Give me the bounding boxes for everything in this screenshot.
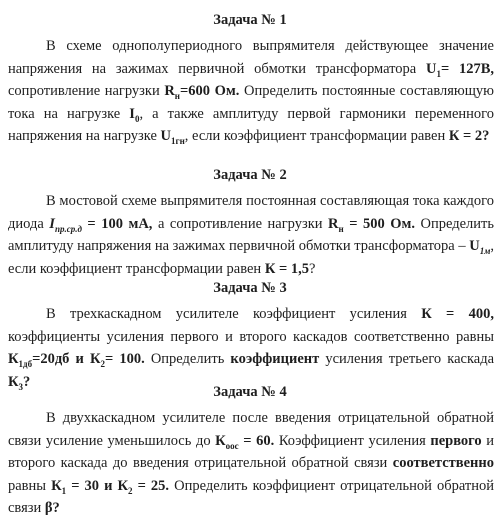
text-run: К [8, 351, 19, 367]
text-run: коэффициент [230, 351, 320, 367]
task-text [0, 190, 500, 280]
text-run: соответственно [392, 455, 494, 471]
text-run: К = 2? [448, 128, 490, 144]
text-run: Определить [144, 351, 231, 367]
text-run: ? [308, 260, 316, 277]
subscript: 1м [479, 245, 491, 256]
subscript: н [338, 223, 344, 234]
text-run: = 500 Ом. [343, 215, 415, 232]
text-run: = 30 и К [66, 477, 129, 494]
text-run: =600 Ом. [179, 83, 240, 99]
text-run: ? [23, 373, 31, 390]
task-title: Задача № 1 [213, 12, 287, 28]
text-run: В мостовой схеме выпрямителя постоянная составляющая тока каждого диода [8, 193, 494, 232]
text-run: первого [430, 432, 482, 449]
text-run: U [425, 60, 437, 77]
text-run: = 100. [105, 351, 145, 367]
task-3 [0, 279, 500, 393]
text-run: U [469, 238, 480, 254]
task-title: Задача № 2 [213, 167, 287, 183]
text-run: К [8, 373, 19, 390]
subscript: 3 [18, 381, 24, 392]
text-run: сопротивление нагрузки [8, 83, 165, 99]
text-run: К [215, 432, 226, 449]
subscript: 1дб [18, 358, 33, 369]
subscript: 1 [61, 485, 67, 496]
task-2 [0, 166, 500, 280]
subscript: 1 [436, 68, 441, 79]
text-run: Определить постоянные составляющую тока на нагрузке [8, 83, 494, 122]
text-run: В двухкаскадном усилителе после введения отрицательной обратной связи усиление уменьшилось до [8, 410, 494, 449]
text-run: В трехкаскадном усилителе коэффициент усиления [46, 306, 422, 322]
subscript: н [174, 90, 180, 101]
text-run: R [164, 83, 175, 99]
task-title: Задача № 4 [213, 384, 287, 400]
text-run: Коэффициент усиления [274, 432, 431, 449]
text-run: I [49, 215, 55, 232]
subscript: 2 [128, 485, 133, 496]
text-run: = 60. [238, 432, 275, 449]
text-run: К [51, 477, 62, 494]
text-run: =20дб и К [32, 351, 101, 367]
text-run: равны [8, 477, 52, 494]
text-run: , а также амплитуду первой гармоники переменного напряжения на нагрузке [8, 105, 494, 144]
text-run: β? [44, 500, 60, 516]
text-run: U [160, 128, 171, 144]
text-run: , если коэффициент трансформации равен [8, 238, 494, 277]
text-run: R [328, 215, 339, 232]
subscript: пр.ср.д [54, 223, 82, 234]
subscript: 1гн [171, 135, 185, 146]
text-run: I [129, 105, 135, 122]
task-1 [0, 11, 500, 148]
text-run: В схеме однополупериодного выпрямителя действующее значение напряжения на зажимах первичной обмотки трансформатора [8, 38, 494, 77]
text-run: Определить коэффициент отрицательной обратной связи [8, 477, 494, 516]
text-run: , если коэффициент трансформации равен [184, 128, 449, 144]
task-text [0, 35, 500, 148]
task-text [0, 407, 500, 520]
task-text [0, 303, 500, 393]
text-run: = 100 мА, [81, 215, 153, 232]
subscript: 0 [134, 113, 140, 124]
text-run: а сопротивление нагрузки [152, 215, 329, 232]
subscript: 2 [100, 358, 105, 369]
text-run: = 127В, [440, 60, 494, 77]
text-run: К = 1,5 [264, 260, 309, 277]
text-run: и второго каскада до введения отрицательной обратной связи [8, 432, 495, 471]
text-run: коэффициенты усиления первого и второго каскадов соответственно равны [8, 328, 494, 345]
text-run: = 25. [132, 477, 170, 494]
text-run: усиления третьего каскада [319, 351, 495, 367]
task-4 [0, 383, 500, 520]
text-run: Определить амплитуду напряжения на зажимах первичной обмотки трансформатора – [8, 215, 494, 254]
task-title: Задача № 3 [213, 280, 287, 296]
subscript: оос [225, 440, 239, 451]
text-run: К = 400, [421, 306, 494, 322]
